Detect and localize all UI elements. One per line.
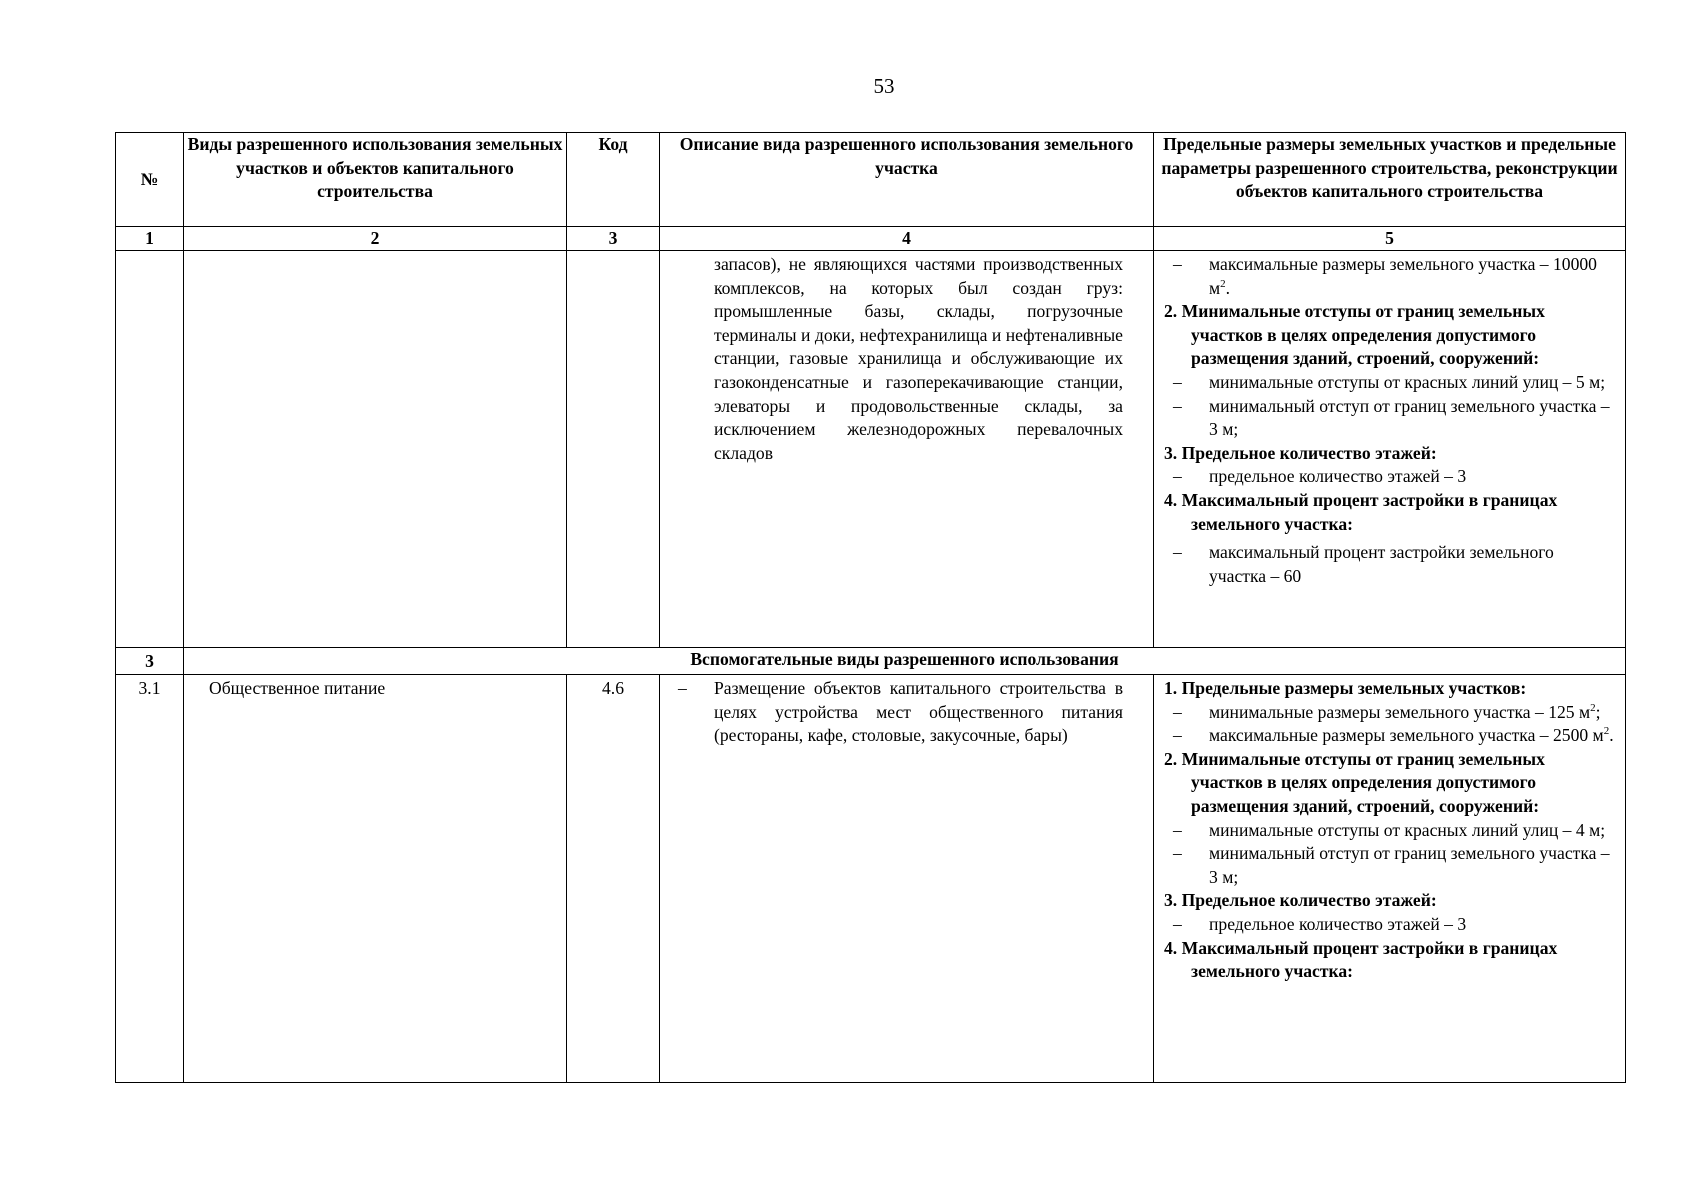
dash-bullet: –	[1173, 254, 1182, 274]
column-number: 4	[660, 227, 1154, 251]
param-heading: 2. Минимальные отступы от границ земельных участков в целях определения допустимого размещения зданий, строений, сооружений:	[1164, 748, 1545, 816]
param-heading: 4. Максимальный процент застройки в границах земельного участка:	[1164, 937, 1558, 982]
dash-bullet: –	[1173, 701, 1182, 722]
page-number: 53	[873, 74, 895, 98]
param-item	[1164, 465, 1615, 489]
param-heading: 2. Минимальные отступы от границ земельных участков в целях определения допустимого размещения зданий, строений, сооружений:	[1164, 301, 1545, 369]
param-text-end: .	[1225, 277, 1231, 298]
row-params	[1154, 251, 1626, 648]
dash-bullet: –	[1173, 466, 1182, 487]
header-kinds: Виды разрешенного использования земельных участков и объектов капитального строительства	[184, 133, 567, 227]
param-item	[1164, 541, 1615, 588]
param-text: предельное количество этажей – 3	[1209, 466, 1467, 487]
param-text: минимальный отступ от границ земельного участка – 3 м;	[1209, 843, 1610, 887]
param-item	[1164, 913, 1615, 937]
table-header-row	[116, 133, 1626, 227]
param-text-end: .	[1609, 725, 1614, 746]
param-text-end: ;	[1595, 701, 1601, 722]
param-item	[1164, 253, 1615, 300]
table-row	[116, 675, 1626, 1083]
section-row	[116, 648, 1626, 675]
column-number: 5	[1154, 227, 1626, 251]
param-item	[1164, 819, 1615, 843]
param-text: минимальные отступы от красных линий улиц – 4 м;	[1209, 819, 1606, 840]
param-heading: 4. Максимальный процент застройки в границах земельного участка:	[1164, 489, 1558, 534]
param-item	[1164, 724, 1615, 748]
row-num: 3.1	[116, 675, 184, 1083]
param-heading: 3. Предельное количество этажей:	[1164, 890, 1437, 911]
row-num-cell	[116, 251, 184, 648]
param-heading: 3. Предельное количество этажей:	[1164, 442, 1437, 463]
row-name: Общественное питание	[184, 675, 567, 1083]
param-item	[1164, 701, 1615, 725]
header-num: №	[116, 133, 184, 227]
superscript: 2	[1603, 725, 1610, 738]
land-use-table	[115, 132, 1626, 1083]
table-row	[116, 251, 1626, 648]
dash-bullet: –	[1173, 913, 1182, 934]
header-description: Описание вида разрешенного использования земельного участка	[660, 133, 1154, 227]
param-text: минимальный отступ от границ земельного участка – 3 м;	[1209, 395, 1610, 440]
header-limits: Предельные размеры земельных участков и предельные параметры разрешенного строительства, реконструкции объектов капитального строительства	[1154, 133, 1626, 227]
row-code: 4.6	[567, 675, 660, 1083]
row-name-cell	[184, 251, 567, 648]
dash-bullet: –	[1173, 371, 1182, 392]
param-heading: 1. Предельные размеры земельных участков:	[1164, 678, 1527, 698]
dash-bullet: –	[1173, 843, 1182, 864]
section-title: Вспомогательные виды разрешенного использования	[184, 648, 1626, 675]
dash-bullet: –	[1173, 395, 1182, 416]
column-number: 2	[184, 227, 567, 251]
section-num: 3	[116, 648, 184, 675]
row-params	[1154, 675, 1626, 1083]
param-text: максимальные размеры земельного участка – 10000 м	[1209, 254, 1597, 298]
dash-bullet: –	[678, 678, 687, 698]
param-text: максимальные размеры земельного участка – 2500 м	[1209, 725, 1604, 746]
param-item	[1164, 842, 1615, 889]
header-code: Код	[567, 133, 660, 227]
row-description: Размещение объектов капитального строительства в целях устройства мест общественного питания (рестораны, кафе, столовые, закусочные, бары)	[714, 678, 1123, 746]
row-description: запасов), не являющихся частями производственных комплексов, на которых был создан груз: промышленные базы, склады, погрузочные терминалы и доки, нефтехранилища и нефтеналивные станции, газовые хранилища и обслуживающие их газоконденсатные и газоперекачивающие станции, элеваторы и продовольственные склады, за исключением железнодорожных перевалочных складов	[660, 251, 1154, 648]
param-text: предельное количество этажей – 3	[1209, 913, 1467, 934]
superscript: 2	[1220, 277, 1226, 290]
dash-bullet: –	[1173, 725, 1182, 746]
param-text: минимальные размеры земельного участка – 125 м	[1209, 701, 1591, 722]
dash-bullet: –	[1173, 542, 1182, 563]
column-number: 1	[116, 227, 184, 251]
column-number: 3	[567, 227, 660, 251]
param-text: минимальные отступы от красных линий улиц – 5 м;	[1209, 371, 1606, 392]
param-text: максимальный процент застройки земельного участка – 60	[1209, 542, 1554, 586]
superscript: 2	[1590, 701, 1596, 714]
dash-bullet: –	[1173, 819, 1182, 840]
param-item	[1164, 395, 1615, 442]
param-item	[1164, 371, 1615, 395]
row-code-cell	[567, 251, 660, 648]
row-description-cell	[660, 675, 1154, 1083]
column-numbers-row	[116, 227, 1626, 251]
